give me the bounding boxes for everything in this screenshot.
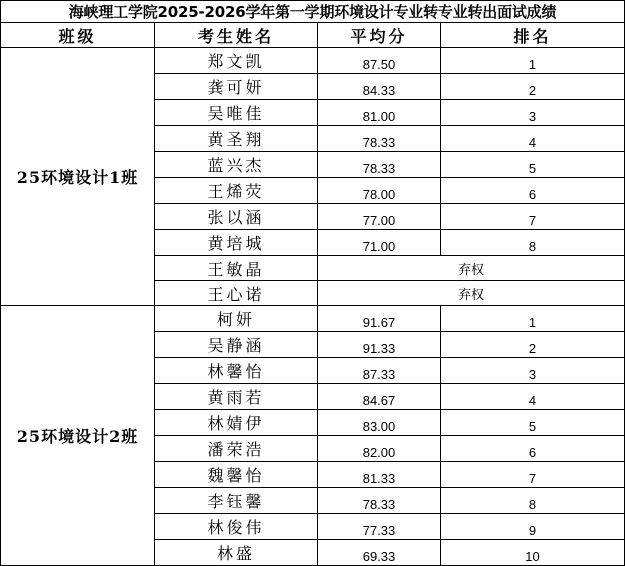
rank-cell: 8 xyxy=(441,230,625,256)
average-score-cell: 69.33 xyxy=(318,540,441,566)
student-name-cell: 郑文凯 xyxy=(155,48,318,74)
average-score-cell: 78.33 xyxy=(318,126,441,152)
average-score-cell: 78.00 xyxy=(318,178,441,204)
student-name-cell: 张以涵 xyxy=(155,204,318,230)
student-name-cell: 吴静涵 xyxy=(155,332,318,358)
header-rank: 排名 xyxy=(441,23,625,48)
forfeit-status-cell: 弃权 xyxy=(318,256,625,281)
average-score-cell: 78.33 xyxy=(318,152,441,178)
student-name-cell: 林俊伟 xyxy=(155,514,318,540)
rank-cell: 7 xyxy=(441,204,625,230)
sheet-title: 海峡理工学院2025-2026学年第一学期环境设计专业转专业转出面试成绩 xyxy=(1,1,625,23)
student-name-cell: 林盛 xyxy=(155,540,318,566)
forfeit-status-cell: 弃权 xyxy=(318,281,625,306)
student-name-cell: 龚可妍 xyxy=(155,74,318,100)
rank-cell: 5 xyxy=(441,410,625,436)
student-name-cell: 李钰馨 xyxy=(155,488,318,514)
average-score-cell: 83.00 xyxy=(318,410,441,436)
average-score-cell: 78.33 xyxy=(318,488,441,514)
average-score-cell: 87.50 xyxy=(318,48,441,74)
student-name-cell: 王烯荧 xyxy=(155,178,318,204)
average-score-cell: 77.00 xyxy=(318,204,441,230)
student-name-cell: 王心诺 xyxy=(155,281,318,306)
rank-cell: 9 xyxy=(441,514,625,540)
student-name-cell: 蓝兴杰 xyxy=(155,152,318,178)
rank-cell: 6 xyxy=(441,436,625,462)
table-row xyxy=(1,48,625,74)
rank-cell: 3 xyxy=(441,358,625,384)
table-row xyxy=(1,306,625,332)
header-row xyxy=(1,23,625,48)
student-name-cell: 王敏晶 xyxy=(155,256,318,281)
average-score-cell: 77.33 xyxy=(318,514,441,540)
title-row xyxy=(1,1,625,23)
student-name-cell: 黄雨若 xyxy=(155,384,318,410)
rank-cell: 2 xyxy=(441,332,625,358)
average-score-cell: 82.00 xyxy=(318,436,441,462)
average-score-cell: 87.33 xyxy=(318,358,441,384)
table-body xyxy=(1,1,625,566)
header-name: 考生姓名 xyxy=(155,23,318,48)
student-name-cell: 林馨怡 xyxy=(155,358,318,384)
class-name-cell: 25环境设计1班 xyxy=(1,48,155,306)
class-name-cell: 25环境设计2班 xyxy=(1,306,155,566)
average-score-cell: 81.00 xyxy=(318,100,441,126)
rank-cell: 3 xyxy=(441,100,625,126)
rank-cell: 10 xyxy=(441,540,625,566)
rank-cell: 4 xyxy=(441,384,625,410)
header-score: 平均分 xyxy=(318,23,441,48)
average-score-cell: 81.33 xyxy=(318,462,441,488)
student-name-cell: 黄圣翔 xyxy=(155,126,318,152)
student-name-cell: 吴唯佳 xyxy=(155,100,318,126)
rank-cell: 2 xyxy=(441,74,625,100)
average-score-cell: 71.00 xyxy=(318,230,441,256)
student-name-cell: 潘荣浩 xyxy=(155,436,318,462)
rank-cell: 6 xyxy=(441,178,625,204)
rank-cell: 1 xyxy=(441,306,625,332)
rank-cell: 1 xyxy=(441,48,625,74)
average-score-cell: 91.67 xyxy=(318,306,441,332)
average-score-cell: 91.33 xyxy=(318,332,441,358)
student-name-cell: 柯妍 xyxy=(155,306,318,332)
rank-cell: 8 xyxy=(441,488,625,514)
average-score-cell: 84.67 xyxy=(318,384,441,410)
average-score-cell: 84.33 xyxy=(318,74,441,100)
rank-cell: 5 xyxy=(441,152,625,178)
student-name-cell: 黄培城 xyxy=(155,230,318,256)
rank-cell: 4 xyxy=(441,126,625,152)
student-name-cell: 魏馨怡 xyxy=(155,462,318,488)
rank-cell: 7 xyxy=(441,462,625,488)
header-class: 班级 xyxy=(1,23,155,48)
student-name-cell: 林婧伊 xyxy=(155,410,318,436)
